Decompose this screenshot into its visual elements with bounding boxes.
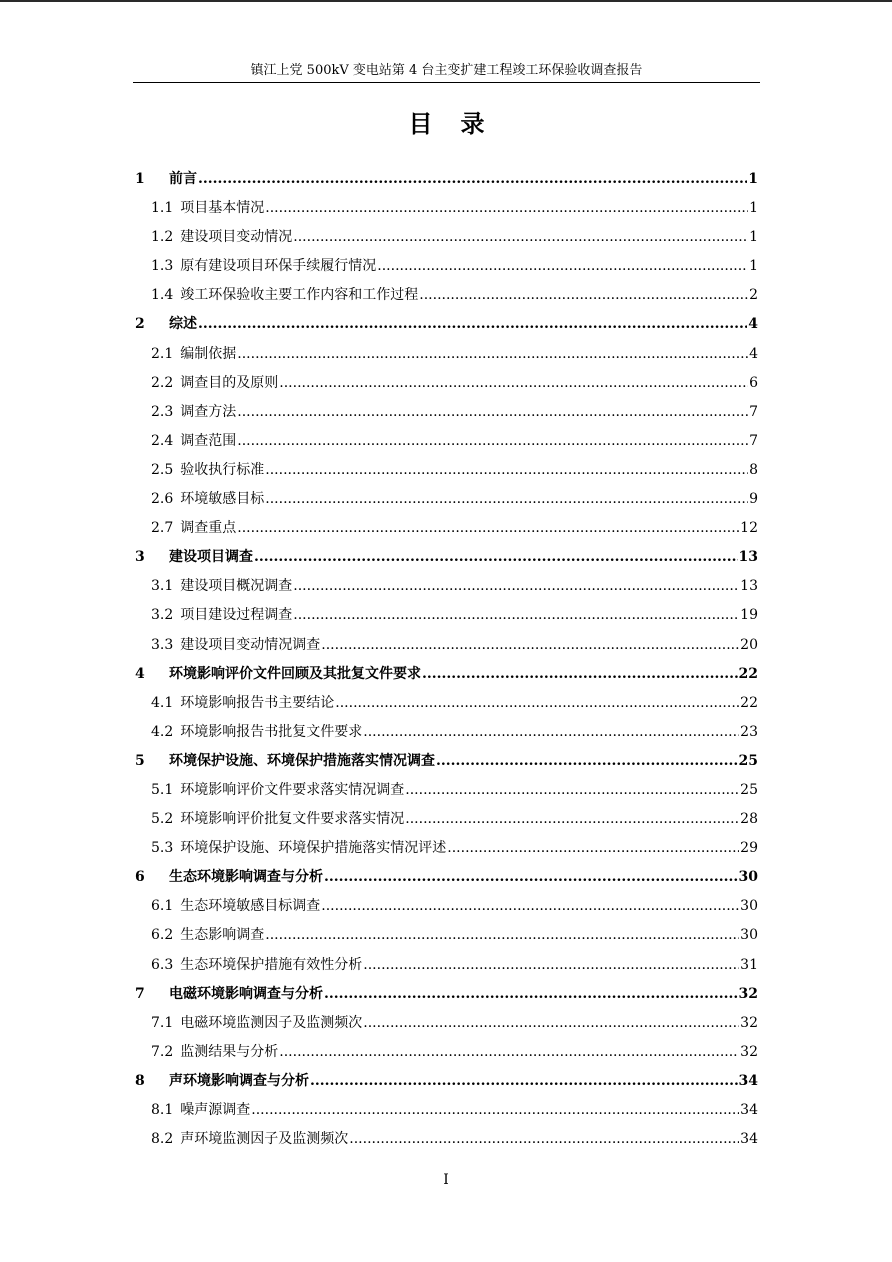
toc-section-entry[interactable] (133, 601, 758, 630)
toc-entry-number: 6 (135, 869, 145, 886)
page-number: I (443, 1172, 449, 1188)
toc-dot-leader (321, 631, 739, 660)
toc-chapter-entry[interactable] (133, 660, 758, 689)
toc-entry-number: 6.3 (151, 956, 174, 973)
toc-section-entry[interactable] (133, 1096, 758, 1125)
toc-entry-title: 声环境影响调查与分析 (169, 1072, 309, 1089)
toc-entry-title: 编制依据 (180, 345, 237, 362)
toc-entry-title: 电磁环境影响调查与分析 (169, 985, 323, 1002)
toc-entry-page: 34 (738, 1072, 758, 1089)
toc-entry-title: 综述 (169, 316, 197, 333)
toc-entry-number: 8.2 (151, 1131, 174, 1148)
toc-entry-number: 5 (135, 752, 145, 769)
toc-dot-leader (237, 427, 748, 456)
toc-dot-leader (237, 340, 748, 369)
toc-entry-page: 7 (749, 403, 758, 420)
toc-entry-page: 32 (738, 985, 758, 1002)
toc-dot-leader (265, 194, 748, 223)
toc-entry-page: 1 (748, 171, 758, 187)
toc-entry-number: 8.1 (151, 1102, 174, 1118)
toc-entry-page: 28 (740, 811, 758, 828)
toc-entry-page: 7 (749, 432, 758, 449)
toc-dot-leader (265, 456, 748, 485)
toc-entry-title: 声环境监测因子及监测频次 (180, 1131, 349, 1148)
toc-dot-leader (422, 660, 738, 689)
toc-dot-leader (363, 1009, 739, 1038)
toc-section-entry[interactable] (133, 776, 758, 805)
toc-entry-page: 4 (748, 316, 758, 333)
toc-entry-title: 调查方法 (180, 403, 237, 420)
toc-entry-number: 8 (135, 1072, 145, 1089)
toc-entry-number: 1.2 (151, 229, 174, 246)
toc-dot-leader (265, 485, 748, 514)
toc-entry-page: 4 (749, 345, 758, 362)
toc-entry-number: 4 (135, 665, 145, 682)
toc-entry-title: 建设项目变动情况调查 (180, 636, 321, 653)
toc-entry-number: 2.1 (151, 345, 174, 362)
toc-entry-number: 1.3 (151, 258, 174, 275)
toc-dot-leader (293, 601, 739, 630)
toc-dot-leader (405, 805, 739, 834)
toc-section-entry[interactable] (133, 514, 758, 543)
toc-entry-number: 5.3 (151, 840, 174, 857)
toc-dot-leader (405, 776, 739, 805)
toc-entry-title: 验收执行标准 (180, 461, 265, 478)
toc-entry-title: 电磁环境监测因子及监测频次 (180, 1014, 363, 1031)
toc-entry-number: 4.2 (151, 723, 174, 740)
toc-entry-title: 生态环境保护措施有效性分析 (180, 956, 363, 973)
toc-entry-page: 25 (740, 781, 758, 798)
toc-entry-title: 建设项目变动情况 (180, 229, 293, 246)
toc-section-entry[interactable] (133, 1009, 758, 1038)
toc-dot-leader (419, 281, 748, 310)
toc-entry-number: 5.2 (151, 811, 174, 828)
toc-dot-leader (363, 951, 739, 980)
toc-entry-number: 6.2 (151, 927, 174, 944)
toc-entry-page: 30 (740, 898, 758, 915)
toc-entry-title: 建设项目概况调查 (180, 578, 293, 595)
toc-entry-title: 生态环境影响调查与分析 (169, 869, 323, 886)
toc-dot-leader (254, 543, 738, 572)
toc-section-entry[interactable] (133, 281, 758, 310)
toc-entry-number: 1.1 (151, 200, 174, 217)
toc-entry-title: 项目基本情况 (180, 200, 265, 217)
toc-dot-leader (447, 834, 739, 863)
toc-dot-leader (279, 1038, 739, 1067)
toc-dot-leader (377, 252, 748, 281)
toc-dot-leader (279, 369, 748, 398)
toc-entry-title: 调查范围 (180, 432, 237, 449)
toc-section-entry[interactable] (133, 194, 758, 223)
table-of-contents (133, 165, 758, 1154)
toc-entry-page: 32 (740, 1014, 758, 1031)
toc-section-entry[interactable] (133, 1125, 758, 1154)
toc-entry-page: 34 (740, 1131, 758, 1148)
toc-entry-page: 34 (740, 1102, 758, 1118)
toc-section-entry[interactable] (133, 834, 758, 863)
toc-entry-title: 环境影响报告书批复文件要求 (180, 723, 363, 740)
toc-chapter-entry[interactable] (133, 980, 758, 1009)
toc-chapter-entry[interactable] (133, 1067, 758, 1096)
toc-entry-page: 22 (738, 665, 758, 682)
toc-dot-leader (436, 747, 738, 776)
toc-dot-leader (293, 572, 739, 601)
toc-entry-title: 项目建设过程调查 (180, 607, 293, 624)
page-top-border (0, 0, 892, 2)
toc-entry-page: 1 (749, 258, 758, 275)
toc-entry-number: 2 (135, 316, 145, 333)
toc-entry-page: 13 (740, 578, 758, 595)
toc-entry-page: 23 (740, 723, 758, 740)
toc-entry-page: 30 (740, 927, 758, 944)
toc-section-entry[interactable] (133, 689, 758, 718)
toc-entry-title: 调查重点 (180, 520, 237, 537)
toc-entry-number: 7.2 (151, 1043, 174, 1060)
toc-entry-title: 环境敏感目标 (180, 491, 265, 508)
toc-section-entry[interactable] (133, 631, 758, 660)
toc-dot-leader (321, 892, 739, 921)
toc-dot-leader (335, 689, 739, 718)
toc-entry-page: 25 (738, 752, 758, 769)
toc-entry-number: 6.1 (151, 898, 174, 915)
toc-entry-number: 2.3 (151, 403, 174, 420)
toc-entry-title: 环境保护设施、环境保护措施落实情况评述 (180, 840, 447, 857)
toc-section-entry[interactable] (133, 718, 758, 747)
toc-chapter-entry[interactable] (133, 165, 758, 194)
toc-entry-page: 20 (740, 636, 758, 653)
toc-entry-title: 环境影响评价文件回顾及其批复文件要求 (169, 665, 421, 682)
toc-section-entry[interactable] (133, 223, 758, 252)
toc-entry-page: 19 (740, 607, 758, 624)
toc-dot-leader (251, 1096, 739, 1125)
toc-entry-page: 29 (740, 840, 758, 857)
toc-entry-page: 1 (749, 229, 758, 246)
toc-entry-title: 环境影响评价批复文件要求落实情况 (180, 811, 405, 828)
toc-section-entry[interactable] (133, 456, 758, 485)
toc-entry-title: 原有建设项目环保手续履行情况 (180, 258, 377, 275)
toc-entry-page: 8 (749, 461, 758, 478)
toc-dot-leader (349, 1125, 739, 1154)
toc-section-entry[interactable] (133, 805, 758, 834)
toc-entry-number: 3.3 (151, 636, 174, 653)
toc-entry-number: 5.1 (151, 781, 174, 798)
toc-dot-leader (324, 980, 738, 1009)
toc-entry-title: 生态环境敏感目标调查 (180, 898, 321, 915)
toc-entry-title: 监测结果与分析 (180, 1043, 279, 1060)
toc-entry-title: 环境影响报告书主要结论 (180, 694, 335, 711)
toc-dot-leader (198, 310, 747, 339)
toc-section-entry[interactable] (133, 485, 758, 514)
toc-section-entry[interactable] (133, 921, 758, 950)
toc-entry-page: 30 (738, 869, 758, 886)
toc-section-entry[interactable] (133, 340, 758, 369)
toc-entry-title: 竣工环保验收主要工作内容和工作过程 (180, 287, 419, 304)
running-header: 镇江上党 500kV 变电站第 4 台主变扩建工程竣工环保验收调查报告 (250, 63, 643, 78)
toc-section-entry[interactable] (133, 892, 758, 921)
toc-dot-leader (237, 398, 748, 427)
toc-section-entry[interactable] (133, 1038, 758, 1067)
toc-dot-leader (363, 718, 739, 747)
toc-entry-page: 13 (738, 549, 758, 566)
toc-entry-title: 环境影响评价文件要求落实情况调查 (180, 781, 405, 798)
toc-entry-title: 建设项目调查 (169, 549, 253, 566)
toc-section-entry[interactable] (133, 398, 758, 427)
header-rule (133, 82, 760, 83)
toc-entry-number: 2.7 (151, 520, 174, 537)
toc-chapter-entry[interactable] (133, 310, 758, 339)
toc-entry-number: 7 (135, 985, 145, 1002)
toc-dot-leader (265, 921, 739, 950)
toc-section-entry[interactable] (133, 951, 758, 980)
toc-entry-page: 2 (749, 287, 758, 304)
toc-entry-number: 3.2 (151, 607, 174, 624)
toc-chapter-entry[interactable] (133, 543, 758, 572)
toc-entry-number: 2.2 (151, 374, 174, 391)
toc-entry-title: 前言 (169, 171, 197, 187)
toc-section-entry[interactable] (133, 427, 758, 456)
toc-entry-page: 1 (749, 200, 758, 217)
toc-entry-number: 7.1 (151, 1014, 174, 1031)
toc-section-entry[interactable] (133, 252, 758, 281)
toc-chapter-entry[interactable] (133, 863, 758, 892)
toc-entry-page: 22 (740, 694, 758, 711)
toc-entry-page: 32 (740, 1043, 758, 1060)
toc-dot-leader (237, 514, 739, 543)
toc-entry-number: 1.4 (151, 287, 174, 304)
toc-entry-page: 31 (740, 956, 758, 973)
toc-entry-number: 1 (135, 171, 145, 187)
toc-dot-leader (198, 165, 747, 194)
toc-entry-number: 2.5 (151, 461, 174, 478)
toc-dot-leader (310, 1067, 738, 1096)
toc-chapter-entry[interactable] (133, 747, 758, 776)
toc-entry-title: 生态影响调查 (180, 927, 265, 944)
toc-entry-page: 12 (740, 520, 758, 537)
toc-entry-page: 6 (749, 374, 758, 391)
toc-entry-number: 2.6 (151, 491, 174, 508)
toc-section-entry[interactable] (133, 572, 758, 601)
toc-entry-number: 3.1 (151, 578, 174, 595)
toc-entry-number: 4.1 (151, 694, 174, 711)
toc-entry-title: 环境保护设施、环境保护措施落实情况调查 (169, 752, 435, 769)
toc-entry-title: 调查目的及原则 (180, 374, 279, 391)
toc-entry-page: 9 (749, 491, 758, 508)
toc-dot-leader (293, 223, 748, 252)
toc-title: 目录 (408, 109, 513, 138)
toc-entry-number: 2.4 (151, 432, 174, 449)
toc-entry-number: 3 (135, 549, 145, 566)
toc-section-entry[interactable] (133, 369, 758, 398)
toc-entry-title: 噪声源调查 (180, 1102, 251, 1118)
toc-dot-leader (324, 863, 738, 892)
